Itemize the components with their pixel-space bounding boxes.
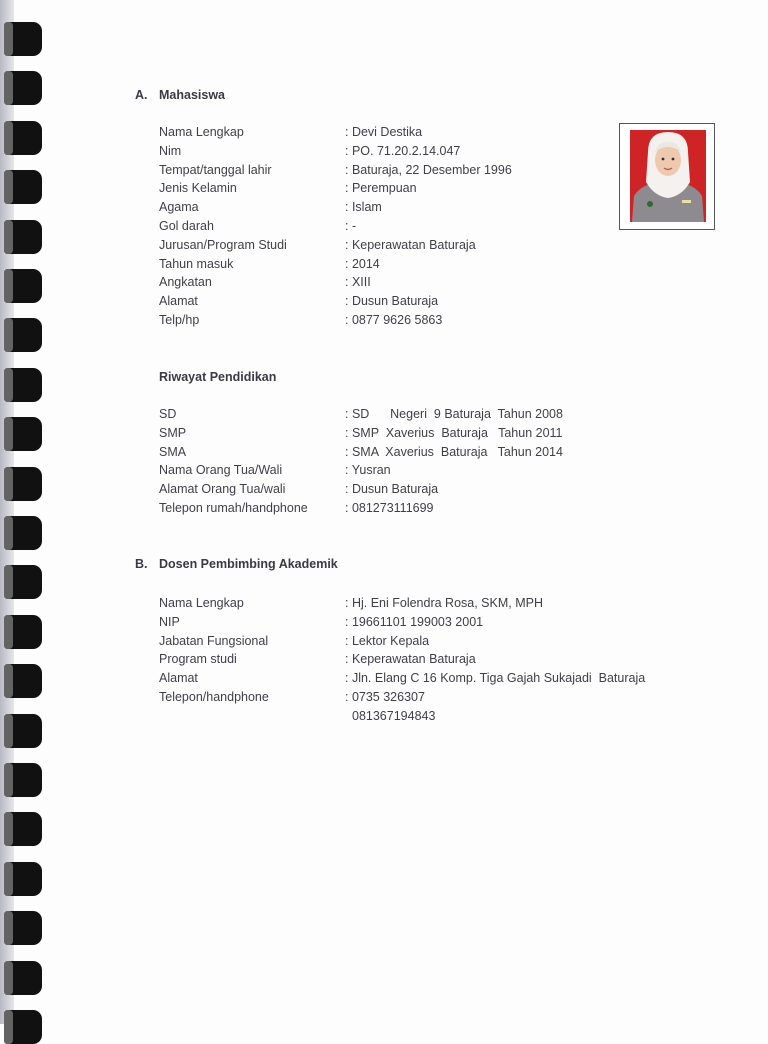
row-label: Alamat Orang Tua/wali [159,482,286,497]
row-value: : Dusun Baturaja [345,482,439,497]
row-value: : Keperawatan Baturaja [345,652,476,667]
row-value: : SD Negeri 9 Baturaja Tahun 2008 [345,407,563,421]
row-label: Nim [159,143,182,158]
info-row [159,179,679,198]
row-value: : 081273111699 [345,500,434,515]
education-heading: Riwayat Pendidikan [159,370,277,384]
section-a-letter: A. [135,88,148,102]
row-value: : Devi Destika [345,125,423,139]
row-value: : Keperawatan Baturaja [345,237,476,252]
info-row [159,198,679,217]
section-b-letter: B. [135,557,148,571]
info-row [159,650,679,669]
info-row [159,161,679,180]
info-row [159,292,679,311]
row-value: : 0877 9626 5863 [345,312,443,327]
row-value: : Hj. Eni Folendra Rosa, SKM, MPH [345,596,543,610]
section-b-heading [135,557,338,571]
info-row [159,443,679,462]
row-value: : PO. 71.20.2.14.047 [345,143,461,158]
student-portrait-illustration [630,130,706,222]
row-label: Telepon rumah/handphone [159,500,308,515]
row-value: : 0735 326307 [345,689,425,704]
advisor-info [159,594,679,726]
row-value: : Baturaja, 22 Desember 1996 [345,162,512,177]
info-row [159,613,679,632]
row-label: Tahun masuk [159,256,234,271]
info-row [159,688,679,707]
row-label: Nama Orang Tua/Wali [159,463,283,478]
info-row [159,499,679,518]
row-label: Alamat [159,294,198,309]
row-value: : - [345,218,357,233]
row-label: SMP [159,425,187,440]
row-value: : 19661101 199003 2001 [345,614,484,629]
student-info [159,123,679,330]
row-value: : Yusran [345,463,391,478]
info-row [159,405,679,424]
row-label: Nama Lengkap [159,125,244,139]
row-value: : Jln. Elang C 16 Komp. Tiga Gajah Sukajadi Baturaja [345,671,646,686]
row-label: Jenis Kelamin [159,181,237,196]
row-label: Jurusan/Program Studi [159,237,287,252]
row-label: Angkatan [159,275,212,290]
info-row [159,217,679,236]
row-value: : 2014 [345,256,380,271]
education-info [159,405,679,518]
info-row [159,273,679,292]
row-label: Telepon/handphone [159,689,269,704]
row-label: Nama Lengkap [159,596,244,610]
info-row [159,236,679,255]
info-row [159,480,679,499]
row-value: : SMA Xaverius Baturaja Tahun 2014 [345,444,563,459]
row-label: Agama [159,200,199,215]
info-row [159,461,679,480]
row-value: : Islam [345,200,382,215]
section-a-heading [135,88,225,102]
info-row [159,424,679,443]
row-label: Program studi [159,652,237,667]
info-row [159,123,679,142]
row-label: Alamat [159,671,198,686]
row-label: Telp/hp [159,312,200,327]
row-label: Gol darah [159,218,214,233]
section-a-title: Mahasiswa [159,88,226,102]
info-row [159,311,679,330]
row-label: NIP [159,614,180,629]
section-b-title: Dosen Pembimbing Akademik [159,557,338,571]
row-label: SD [159,407,177,421]
row-value: : Lektor Kepala [345,633,430,648]
row-label: Jabatan Fungsional [159,633,269,648]
student-photo-frame [619,123,715,230]
row-label: Tempat/tanggal lahir [159,162,272,177]
row-value: : Perempuan [345,181,417,196]
row-label: SMA [159,444,187,459]
info-row [159,255,679,274]
info-row [159,594,679,613]
info-row [159,669,679,688]
row-value: : XIII [345,275,371,290]
info-row [159,142,679,161]
row-value: : Dusun Baturaja [345,294,439,309]
student-photo [630,130,706,222]
info-row [159,632,679,651]
phone-continuation: 081367194843 [352,708,436,723]
row-value: : SMP Xaverius Baturaja Tahun 2011 [345,425,563,440]
